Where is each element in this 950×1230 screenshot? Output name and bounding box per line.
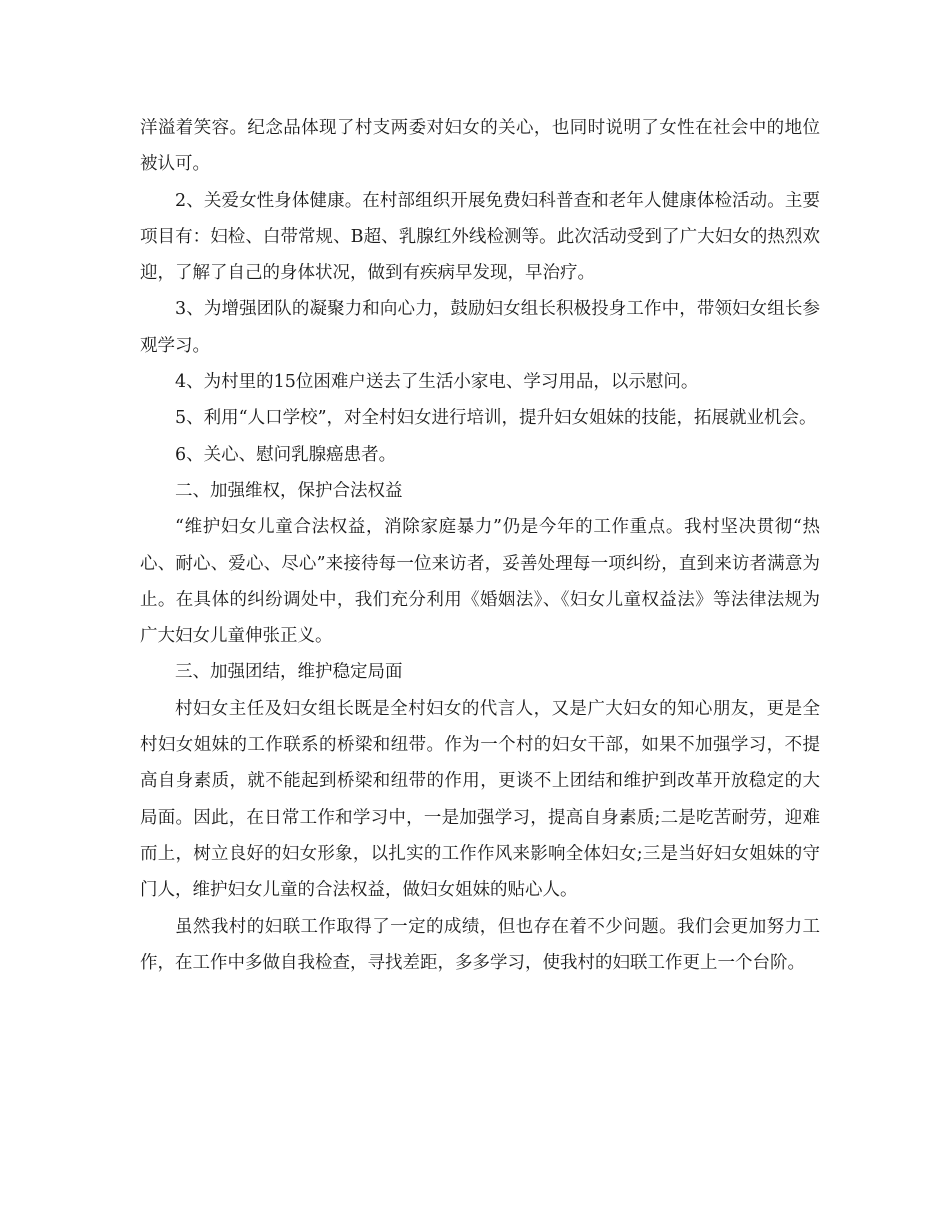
paragraph-7: “维护妇女儿童合法权益，消除家庭暴力”仍是今年的工作重点。我村坚决贯彻“热心、耐心、爱心、尽心”来接待每一位来访者，妥善处理每一项纠纷，直到来访者满意为止。在具体的纠纷调处中，我们充分利用《婚姻法》、《妇女儿童权益法》等法律法规为广大妇女儿童伸张正义。 bbox=[140, 517, 820, 647]
document-body bbox=[140, 110, 820, 981]
section-heading-3: 三、加强团结，维护稳定局面 bbox=[175, 662, 403, 683]
paragraph-9: 虽然我村的妇联工作取得了一定的成绩，但也存在着不少问题。我们会更加努力工作，在工作中多做自我检查，寻找差距，多多学习，使我村的妇联工作更上一个台阶。 bbox=[140, 916, 820, 973]
paragraph-2: 2、关爱女性身体健康。在村部组织开展免费妇科普查和老年人健康体检活动。主要项目有：妇检、白带常规、B超、乳腺红外线检测等。此次活动受到了广大妇女的热烈欢迎，了解了自己的身体状况，做到有疾病早发现，早治疗。 bbox=[140, 190, 820, 284]
paragraph-6: 6、关心、慰问乳腺癌患者。 bbox=[175, 444, 397, 465]
paragraph-8: 村妇女主任及妇女组长既是全村妇女的代言人，又是广大妇女的知心朋友，更是全村妇女姐妹的工作联系的桥梁和纽带。作为一个村的妇女干部，如果不加强学习，不提高自身素质，就不能起到桥梁和纽带的作用，更谈不上团结和维护到改革开放稳定的大局面。因此，在日常工作和学习中，一是加强学习，提高自身素质;二是吃苦耐劳，迎难而上，树立良好的妇女形象，以扎实的工作作风来影响全体妇女;三是当好妇女姐妹的守门人，维护妇女儿童的合法权益，做妇女姐妹的贴心人。 bbox=[140, 698, 820, 901]
paragraph-5: 5、利用“人口学校”，对全村妇女进行培训，提升妇女姐妹的技能，拓展就业机会。 bbox=[175, 408, 817, 429]
section-heading-2: 二、加强维权，保护合法权益 bbox=[175, 480, 403, 501]
paragraph-1: 洋溢着笑容。纪念品体现了村支两委对妇女的关心，也同时说明了女性在社会中的地位被认可。 bbox=[140, 118, 820, 175]
paragraph-4: 4、为村里的15位困难户送去了生活小家电、学习用品，以示慰问。 bbox=[175, 372, 699, 393]
paragraph-3: 3、为增强团队的凝聚力和向心力，鼓励妇女组长积极投身工作中，带领妇女组长参观学习。 bbox=[140, 299, 820, 356]
